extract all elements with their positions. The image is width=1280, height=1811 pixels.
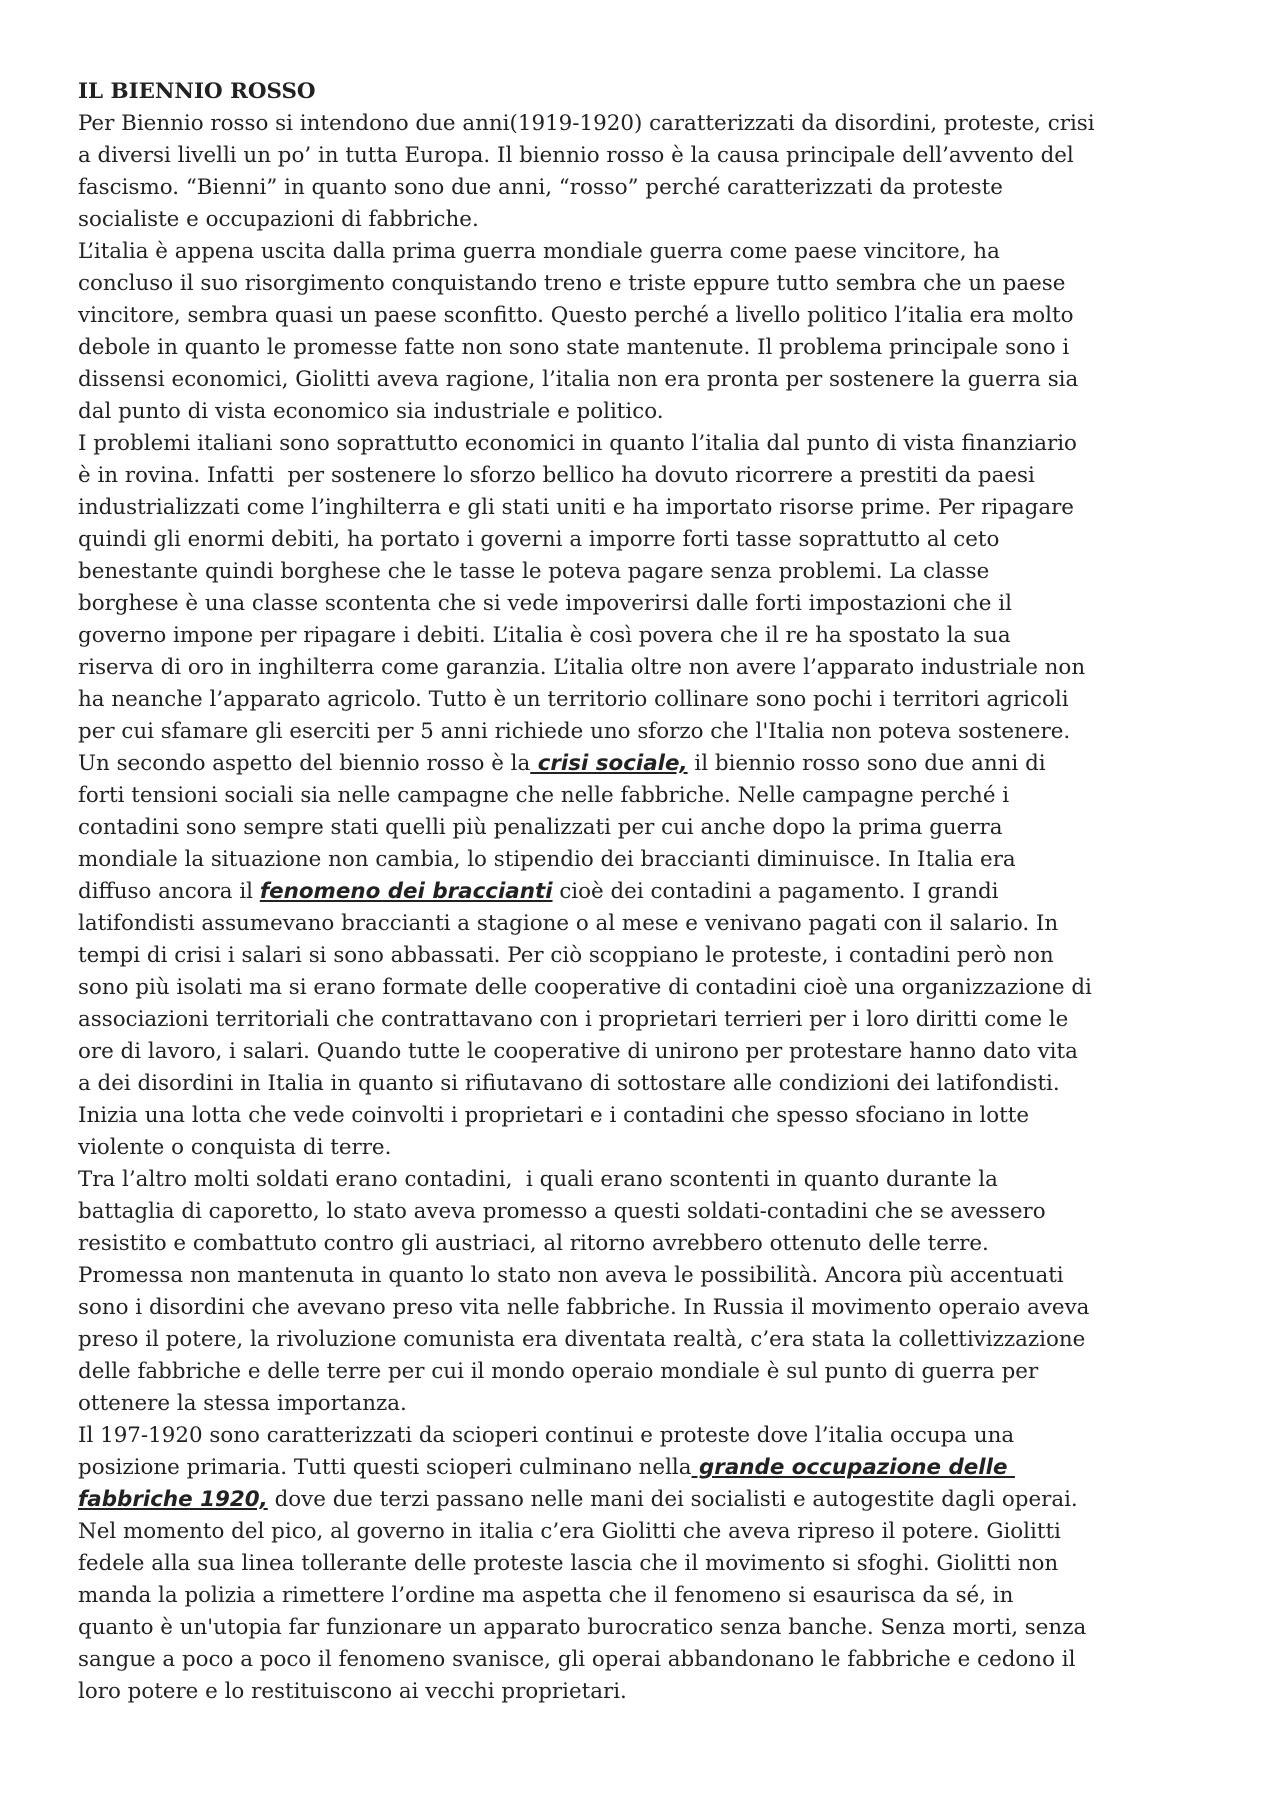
text-line: benestante quindi borghese che le tasse le poteva pagare senza problemi. La classe: [78, 559, 990, 584]
text-line-fabbriche: [78, 1484, 1208, 1516]
text-line: Il 197-1920 sono caratterizzati da scioperi continui e proteste dove l’italia occupa una: [78, 1423, 1015, 1448]
text-span: cioè dei contadini a pagamento. I grandi: [552, 879, 999, 904]
text-line: manda la polizia a rimettere l’ordine ma aspetta che il fenomeno si esaurisca da sé, in: [78, 1583, 1014, 1608]
text-line: fedele alla sua linea tollerante delle proteste lascia che il movimento si sfoghi. Giolitti non: [78, 1551, 1059, 1576]
text-line: ottenere la stessa importanza.: [78, 1391, 407, 1416]
text-line: tempi di crisi i salari si sono abbassati. Per ciò scoppiano le proteste, i contadini però non: [78, 943, 1054, 968]
text-span: posizione primaria. Tutti questi scioperi culminano nella: [78, 1455, 692, 1480]
text-line: industrializzati come l’inghilterra e gli stati uniti e ha importato risorse prime. Per ripagare: [78, 495, 1074, 520]
text-line: delle fabbriche e delle terre per cui il mondo operaio mondiale è sul punto di guerra per: [78, 1359, 1039, 1384]
text-line: riserva di oro in inghilterra come garanzia. L’italia oltre non avere l’apparato industriale non: [78, 655, 1086, 680]
text-line-occupazione: [78, 1452, 1208, 1484]
text-line: Nel momento del pico, al governo in italia c’era Giolitti che aveva ripreso il potere. Giolitti: [78, 1519, 1061, 1544]
text-line: battaglia di caporetto, lo stato aveva promesso a questi soldati-contadini che se avessero: [78, 1199, 1046, 1224]
text-line-crisi: [78, 748, 1208, 780]
text-line: preso il potere, la rivoluzione comunista era diventata realtà, c’era stata la collettivizzazione: [78, 1327, 1086, 1352]
text-span: diffuso ancora il: [78, 879, 260, 904]
emphasis-fabbriche-1920: fabbriche 1920,: [78, 1487, 268, 1512]
emphasis-crisi-sociale: crisi sociale,: [530, 751, 688, 776]
text-line: I problemi italiani sono soprattutto economici in quanto l’italia dal punto di vista finanziario: [78, 431, 1077, 456]
text-line-braccianti: [78, 876, 1208, 908]
text-line: quindi gli enormi debiti, ha portato i governi a imporre forti tasse soprattutto al ceto: [78, 527, 1000, 552]
text-line: quanto è un'utopia far funzionare un apparato burocratico senza banche. Senza morti, senza: [78, 1615, 1087, 1640]
paragraph-block-1: [78, 108, 1208, 748]
text-line: governo impone per ripagare i debiti. L’italia è così povera che il re ha spostato la sua: [78, 623, 1011, 648]
text-line: ore di lavoro, i salari. Quando tutte le cooperative di unirono per protestare hanno dato vita: [78, 1039, 1078, 1064]
text-line: Per Biennio rosso si intendono due anni(1919-1920) caratterizzati da disordini, proteste, crisi: [78, 111, 1095, 136]
text-line: loro potere e lo restituiscono ai vecchi proprietari.: [78, 1679, 627, 1704]
document-title: IL BIENNIO ROSSO: [78, 79, 316, 104]
text-line: resistito e combattuto contro gli austriaci, al ritorno avrebbero ottenuto delle terre.: [78, 1231, 989, 1256]
emphasis-fenomeno-braccianti: fenomeno dei braccianti: [259, 879, 553, 904]
text-line: dissensi economici, Giolitti aveva ragione, l’italia non era pronta per sostenere la guerra sia: [78, 367, 1079, 392]
text-span: dove due terzi passano nelle mani dei socialisti e autogestite dagli operai.: [267, 1487, 1078, 1512]
text-line: Tra l’altro molti soldati erano contadini, i quali erano scontenti in quanto durante la: [78, 1167, 998, 1192]
paragraph-block-2: [78, 780, 1208, 876]
text-line: latifondisti assumevano braccianti a stagione o al mese e venivano pagati con il salario. In: [78, 911, 1059, 936]
text-line: sono i disordini che avevano preso vita nelle fabbriche. In Russia il movimento operaio aveva: [78, 1295, 1090, 1320]
text-line: vincitore, sembra quasi un paese sconfitto. Questo perché a livello politico l’italia era molto: [78, 303, 1074, 328]
text-line: associazioni territoriali che contrattavano con i proprietari terrieri per i loro diritti come le: [78, 1007, 1069, 1032]
text-line: debole in quanto le promesse fatte non sono state mantenute. Il problema principale sono i: [78, 335, 1070, 360]
text-line: ha neanche l’apparato agricolo. Tutto è un territorio collinare sono pochi i territori agricoli: [78, 687, 1069, 712]
text-line: socialiste e occupazioni di fabbriche.: [78, 207, 479, 232]
text-line: borghese è una classe scontenta che si vede impoverirsi dalle forti impostazioni che il: [78, 591, 1012, 616]
text-span: il biennio rosso sono due anni di: [687, 751, 1046, 776]
text-line: forti tensioni sociali sia nelle campagne che nelle fabbriche. Nelle campagne perché i: [78, 783, 1010, 808]
text-line: sono più isolati ma si erano formate delle cooperative di contadini cioè una organizzazione di: [78, 975, 1092, 1000]
text-line: a diversi livelli un po’ in tutta Europa. Il biennio rosso è la causa principale dell’avvento del: [78, 143, 1074, 168]
document-page: [78, 76, 1208, 1708]
emphasis-grande-occupazione: grande occupazione delle: [691, 1455, 1015, 1480]
text-line: a dei disordini in Italia in quanto si rifiutavano di sottostare alle condizioni dei latifondisti.: [78, 1071, 1060, 1096]
text-line: mondiale la situazione non cambia, lo stipendio dei braccianti diminuisce. In Italia era: [78, 847, 1016, 872]
text-line: Promessa non mantenuta in quanto lo stato non aveva le possibilità. Ancora più accentuati: [78, 1263, 1064, 1288]
text-line: contadini sono sempre stati quelli più penalizzati per cui anche dopo la prima guerra: [78, 815, 1003, 840]
text-line: concluso il suo risorgimento conquistando treno e triste eppure tutto sembra che un paese: [78, 271, 1066, 296]
text-line: per cui sfamare gli eserciti per 5 anni richiede uno sforzo che l'Italia non poteva sostenere.: [78, 719, 1071, 744]
text-line: Inizia una lotta che vede coinvolti i proprietari e i contadini che spesso sfociano in lotte: [78, 1103, 1029, 1128]
paragraph-block-3: [78, 908, 1208, 1452]
text-line: violente o conquista di terre.: [78, 1135, 392, 1160]
text-line: dal punto di vista economico sia industriale e politico.: [78, 399, 664, 424]
text-line: L’italia è appena uscita dalla prima guerra mondiale guerra come paese vincitore, ha: [78, 239, 1000, 264]
text-span: Un secondo aspetto del biennio rosso è la: [78, 751, 531, 776]
text-line: è in rovina. Infatti per sostenere lo sforzo bellico ha dovuto ricorrere a prestiti da paesi: [78, 463, 1035, 488]
paragraph-block-4: [78, 1516, 1208, 1708]
text-line: fascismo. “Bienni” in quanto sono due anni, “rosso” perché caratterizzati da proteste: [78, 175, 1003, 200]
text-line: sangue a poco a poco il fenomeno svanisce, gli operai abbandonano le fabbriche e cedono il: [78, 1647, 1076, 1672]
